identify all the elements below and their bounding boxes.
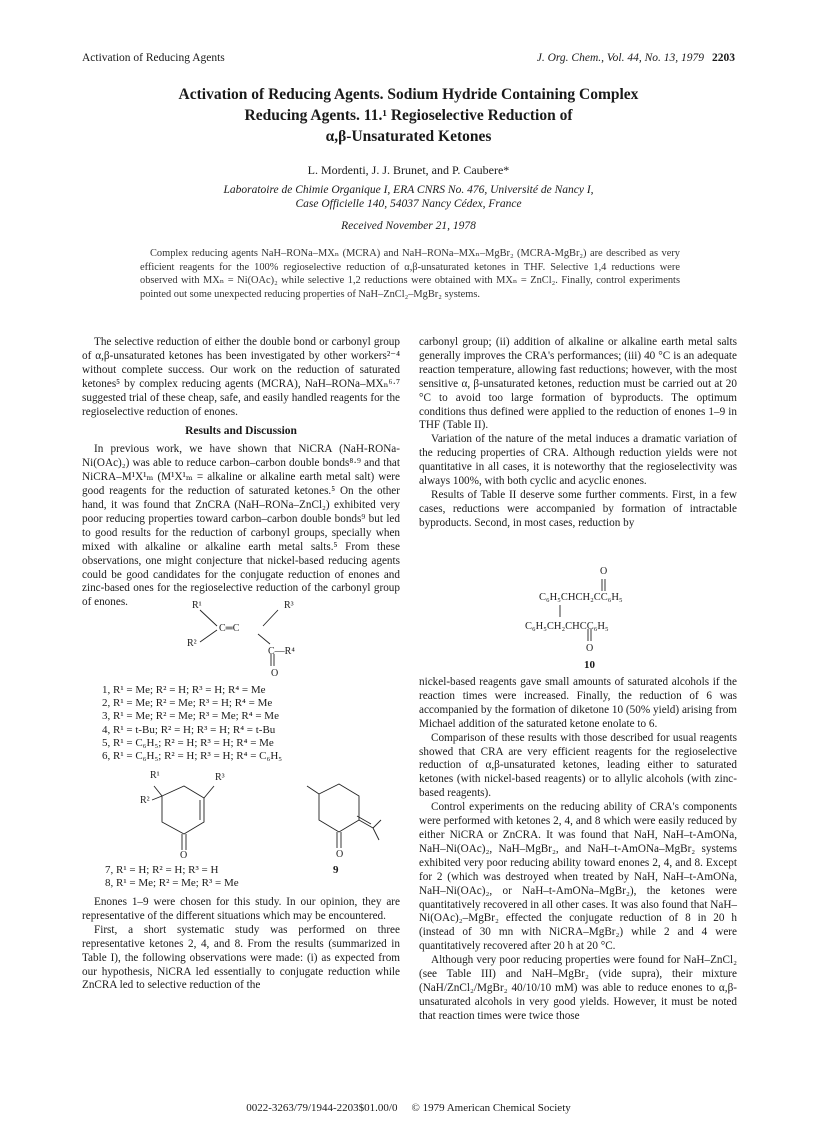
label-oxygen-7-8: O bbox=[180, 850, 188, 861]
structure-10-line-2: C₆H₅CH₂CHCC₆H₅ bbox=[525, 621, 609, 632]
label-r1: R¹ bbox=[192, 600, 202, 611]
compound-list-7-8 bbox=[105, 864, 239, 890]
received-date: Received November 21, 1978 bbox=[341, 220, 476, 232]
label-oxygen-9: O bbox=[336, 849, 344, 860]
page-number: 2203 bbox=[712, 52, 735, 64]
compound-3: 3, R¹ = Me; R² = Me; R³ = Me; R⁴ = Me bbox=[102, 710, 279, 723]
section-heading: Results and Discussion bbox=[185, 425, 297, 438]
label-c-r4: C—R⁴ bbox=[268, 646, 295, 657]
label-r1-cyclic: R¹ bbox=[150, 770, 160, 781]
label-r3-cyclic: R³ bbox=[215, 772, 225, 783]
paragraph-nickel-reagents: nickel-based reagents gave small amounts of saturated alcohols if the reaction times were increased. Finally, the reduction of 6 was accompanied by the formation of diketone 10 (50% yield) arising from Michael addition of the saturated ketone enolate to 6. bbox=[419, 676, 737, 730]
affiliation bbox=[60, 183, 757, 211]
compound-5: 5, R¹ = C₆H₅; R² = H; R³ = H; R⁴ = Me bbox=[102, 736, 274, 749]
footer-code: 0022-3263/79/1944-2203$01.00/0 bbox=[246, 1102, 398, 1114]
article-title bbox=[60, 84, 757, 147]
label-oxygen-10-top: O bbox=[600, 566, 608, 577]
right-column-top bbox=[419, 336, 737, 531]
paragraph-table-comments: Results of Table II deserve some further comments. First, in a few cases, reductions were accompanied by formation of intractable byproducts. Second, in most cases, reduction by bbox=[419, 488, 737, 529]
diketone-structure-10 bbox=[520, 565, 640, 660]
paragraph-mixtures: Although very poor reducing properties were found for NaH–ZnCl₂ (see Table III) and NaH–MgBr₂ (vide supra), their mixture (NaH/ZnCl₂/MgBr₂ 40/10/10 mM) was able to reduce enones to α,β-unsaturated alcohols in very good yields. However, it must be noted that reaction times were twice those bbox=[419, 954, 737, 1022]
label-oxygen-10-bottom: O bbox=[586, 643, 594, 654]
paragraph-previous-work: In previous work, we have shown that NiCRA (NaH-RONa-Ni(OAc)₂) was able to reduce carbon–carbon double bonds⁸·⁹ and that NiCRA–M¹X¹ₘ (M¹X¹ₘ = alkaline or alkaline earth metal salt) were good reagents for the reduction of saturated ketones.⁵ On the other hand, it was found that ZnCRA (NaH–RONa–ZnCl₂) exhibited very poor reducing properties toward carbon–carbon double bonds⁹ but led to good results for the reduction of carbonyl groups, specially when mixed with alkaline or alkaline earth metal salts.⁵ From these observations, one might conjecture that nickel-based reducing agents could be good candidates for the conjugate reduction of enones and zinc-based ones for the regioselective reduction of the carbonyl group of enones. bbox=[82, 443, 400, 609]
compound-6: 6, R¹ = C₆H₅; R² = H; R³ = H; R⁴ = C₆H₅ bbox=[102, 750, 283, 763]
compound-2: 2, R¹ = Me; R² = Me; R³ = H; R⁴ = Me bbox=[102, 697, 273, 710]
right-column-bottom bbox=[419, 676, 737, 1024]
compound-8: 8, R¹ = Me; R² = Me; R³ = Me bbox=[105, 877, 239, 890]
compound-7: 7, R¹ = H; R² = H; R³ = H bbox=[105, 864, 219, 876]
paragraph-carbonyl-continued: carbonyl group; (ii) addition of alkaline or alkaline earth metal salts generally improves the CRA's performances; (iii) 40 °C is an adequate reaction temperature, allowing fast reductions; however, with the most sensitive α, β-unsaturated ketones, reduction must be carried out at 20 °C to avoid too large formation of byproducts. The optimum conditions thus defined were applied to the reduction of enones 1–9 in THF (Table II). bbox=[419, 336, 737, 432]
left-column-top bbox=[82, 336, 400, 610]
compound-4: 4, R¹ = t-Bu; R² = H; R³ = H; R⁴ = t-Bu bbox=[102, 723, 276, 736]
affiliation-line-1: Laboratoire de Chimie Organique I, ERA CNRS No. 476, Université de Nancy I, bbox=[223, 184, 594, 196]
paragraph-control-experiments: Control experiments on the reducing ability of CRA's components were performed with ketones 2, 4, and 8 which were easily reduced by either NiCRA or ZnCRA. It was found that NaH, NaH–t-AmONa, NaH–Ni(OAc)₂, NaH–MgBr₂, and NaH–t-AmONa–MgBr₂ systems exhibited very poor reducing ability toward enones 2, 4, and 8. Except for 2 (which was destroyed when treated by NaH, NaH–t-AmONa, NaH–Ni(OAc)₂, or NaH–t-AmONa–MgBr₂), the ketones were quantitatively recovered in all other cases. It was also found that NaH–Ni(OAc)₂–MgBr₂ effected the conjugate reduction of 8 in 20 h (instead of 30 mn with NiCRA–MgBr₂) while 2 and 4 were quantitatively recovered after 20 h at 20 °C. bbox=[419, 801, 737, 953]
label-r2-cyclic: R² bbox=[140, 795, 150, 806]
compound-9-label: 9 bbox=[333, 864, 339, 876]
label-c-double-c: C═C bbox=[219, 623, 240, 634]
authors: L. Mordenti, J. J. Brunet, and P. Caubere* bbox=[307, 163, 510, 177]
paragraph-enones-chosen: Enones 1–9 were chosen for this study. In our opinion, they are representative of the different situations which may be encountered. bbox=[82, 896, 400, 922]
title-line-1: Activation of Reducing Agents. Sodium Hydride Containing Complex bbox=[178, 86, 639, 103]
structure-10-line-1: C₆H₅CHCH₂CC₆H₅ bbox=[539, 592, 623, 603]
compound-1: 1, R¹ = Me; R² = H; R³ = H; R⁴ = Me bbox=[102, 684, 266, 696]
footer bbox=[82, 1102, 735, 1114]
label-oxygen: O bbox=[271, 668, 279, 679]
title-line-3: α,β-Unsaturated Ketones bbox=[325, 128, 492, 145]
compound-list-1-6 bbox=[102, 684, 282, 763]
paragraph-comparison: Comparison of these results with those described for usual reagents showed that CRA are very efficient reagents for the regioselective reduction of α,β-unsaturated ketones, leading either to saturated ketones (with nickel-based reagents) or to allylic alcohols (with zinc-based reagents). bbox=[419, 731, 737, 800]
running-header-right bbox=[480, 52, 735, 64]
journal-citation: J. Org. Chem., Vol. 44, No. 13, 1979 bbox=[536, 52, 704, 64]
abstract bbox=[140, 247, 680, 301]
paragraph-variation-metal: Variation of the nature of the metal induces a dramatic variation of the reducing properties of CRA. Although reduction yields were not quantitative in all cases, it is noteworthy that the regioselectivity was always 100%, with both cyclic and acyclic enones. bbox=[419, 433, 737, 488]
compound-10-label: 10 bbox=[584, 659, 595, 671]
title-line-2: Reducing Agents. 11.¹ Regioselective Reduction of bbox=[244, 107, 573, 124]
affiliation-line-2: Case Officielle 140, 54037 Nancy Cédex, France bbox=[295, 198, 522, 210]
label-r3: R³ bbox=[284, 600, 294, 611]
running-header-left: Activation of Reducing Agents bbox=[82, 52, 225, 64]
left-column-bottom bbox=[82, 896, 400, 993]
paragraph-systematic-study: First, a short systematic study was performed on three representative ketones 2, 4, and 8. From the results (summarized in Table I), the following observations were made: (i) as expected from our hypothesis, NiCRA led essentially to conjugate reduction while ZnCRA led to selective reduction of the bbox=[82, 923, 400, 992]
footer-copyright: © 1979 American Chemical Society bbox=[411, 1102, 571, 1114]
abstract-text: Complex reducing agents NaH–RONa–MXₙ (MCRA) and NaH–RONa–MXₙ–MgBr₂ (MCRA-MgBr₂) are described as very efficient reagents for the 100% regioselective reduction of α,β-unsaturated ketones in THF. Selective 1,4 reductions were observed with MXₙ = Ni(OAc)₂ while selective 1,2 reductions were obtained with MXₙ = ZnCl₂. Finally, control experiments pointed out some unexpected reducing properties of NaH–ZnCl₂–MgBr₂ systems. bbox=[140, 248, 680, 300]
paragraph-intro: The selective reduction of either the double bond or carbonyl group of α,β-unsaturated ketones has been investigated by other workers²⁻⁴ without complete success. Our work on the reduction of saturated ketones⁵ by complex reducing agents (MCRA), NaH–RONa–MXₙ⁶·⁷ suggested trial of these cheap, safe, and easily handled reagents for the regioselective reduction of enones. bbox=[82, 336, 400, 418]
label-r2: R² bbox=[187, 638, 197, 649]
